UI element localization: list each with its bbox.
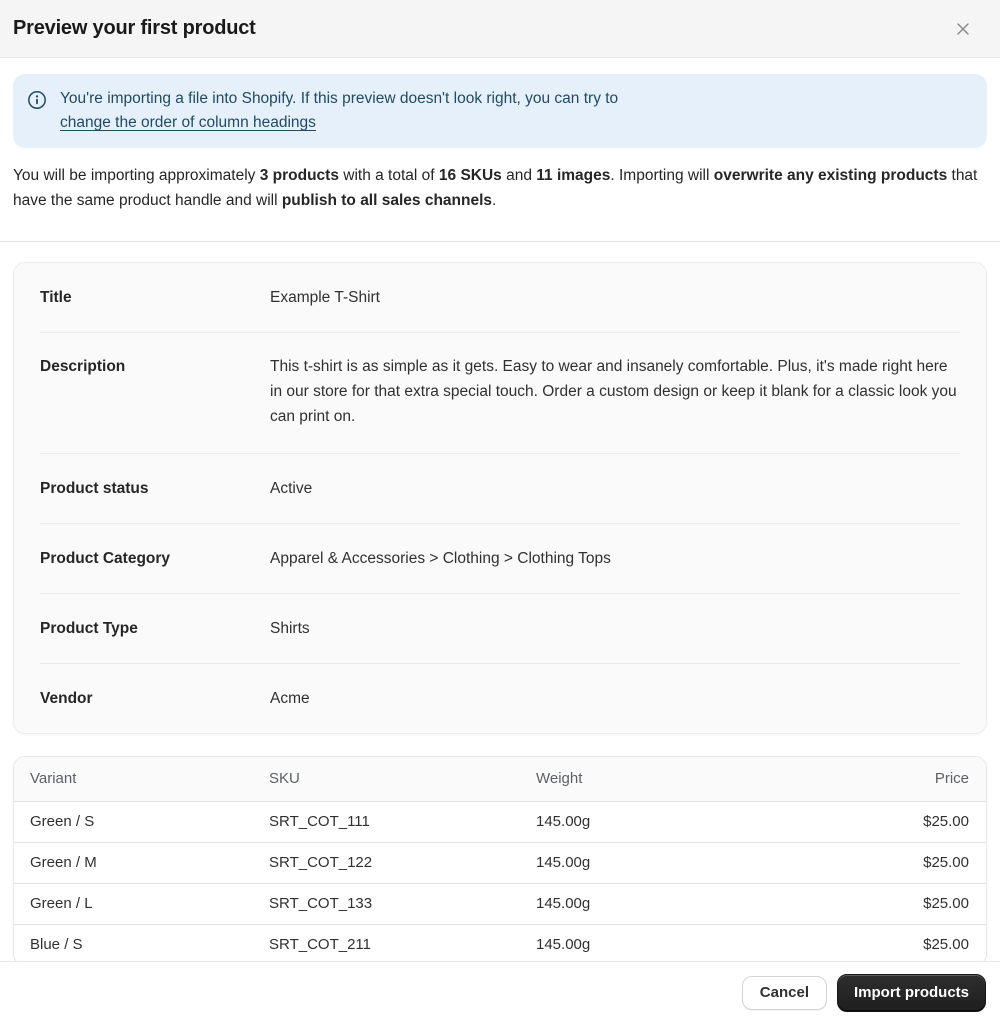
variant-cell: Blue / S xyxy=(14,925,269,966)
weight-cell: 145.00g xyxy=(536,843,826,884)
detail-row-product-status xyxy=(40,454,960,524)
detail-label: Product status xyxy=(40,480,149,497)
summary-segment: You will be importing approximately xyxy=(13,167,260,184)
sku-cell: SRT_COT_111 xyxy=(269,802,536,843)
detail-label: Vendor xyxy=(40,690,93,707)
summary-segment: and xyxy=(501,167,537,184)
price-cell: $25.00 xyxy=(826,884,986,925)
detail-value: Active xyxy=(270,480,313,497)
summary-sku-count: 16 SKUs xyxy=(438,167,502,184)
column-header-weight: Weight xyxy=(536,757,826,802)
price-cell: $25.00 xyxy=(826,802,986,843)
detail-label: Description xyxy=(40,358,126,375)
modal-header xyxy=(0,0,1000,58)
detail-value: Apparel & Accessories > Clothing > Clothing Tops xyxy=(270,550,611,567)
import-products-button[interactable]: Import products xyxy=(837,974,986,1012)
summary-overwrite-note: overwrite any existing products xyxy=(713,167,948,184)
weight-cell: 145.00g xyxy=(536,884,826,925)
weight-cell: 145.00g xyxy=(536,925,826,966)
sku-cell: SRT_COT_122 xyxy=(269,843,536,884)
table-row xyxy=(14,925,986,966)
price-cell: $25.00 xyxy=(826,843,986,884)
info-banner xyxy=(13,74,987,148)
detail-label: Product Category xyxy=(40,550,171,567)
detail-row-product-category xyxy=(40,524,960,594)
info-icon xyxy=(27,87,47,135)
detail-row-vendor xyxy=(40,664,960,733)
sku-cell: SRT_COT_211 xyxy=(269,925,536,966)
detail-row-description xyxy=(40,333,960,454)
modal-footer xyxy=(0,961,1000,1024)
summary-products-count: 3 products xyxy=(259,167,339,184)
variant-cell: Green / L xyxy=(14,884,269,925)
variant-cell: Green / M xyxy=(14,843,269,884)
detail-value: Acme xyxy=(270,690,310,707)
close-icon xyxy=(954,20,972,38)
weight-cell: 145.00g xyxy=(536,802,826,843)
product-details-card xyxy=(13,262,987,734)
summary-segment: that have the same product handle and will xyxy=(13,167,978,209)
detail-value: Shirts xyxy=(270,620,310,637)
banner-text: You're importing a file into Shopify. If this preview doesn't look right, you can try to xyxy=(60,90,619,107)
detail-row-title xyxy=(40,263,960,333)
cancel-button[interactable]: Cancel xyxy=(742,976,827,1010)
banner-text-block xyxy=(60,87,618,135)
column-header-variant: Variant xyxy=(14,757,269,802)
table-header-row xyxy=(14,757,986,802)
price-cell: $25.00 xyxy=(826,925,986,966)
variants-table xyxy=(14,757,986,965)
change-column-headings-link[interactable]: change the order of column headings xyxy=(60,114,316,131)
table-row xyxy=(14,843,986,884)
close-button[interactable] xyxy=(950,16,976,42)
column-header-price: Price xyxy=(826,757,986,802)
variant-cell: Green / S xyxy=(14,802,269,843)
sku-cell: SRT_COT_133 xyxy=(269,884,536,925)
summary-image-count: 11 images xyxy=(536,167,611,184)
summary-segment: . Importing will xyxy=(610,167,714,184)
variants-table-card xyxy=(13,756,987,966)
detail-value: This t-shirt is as simple as it gets. Easy to wear and insanely comfortable. Plus, it's made right here in our store for that extra special touch. Order a custom design or keep it blank for a classic look you can print on. xyxy=(270,358,957,425)
detail-label: Product Type xyxy=(40,620,138,637)
import-summary xyxy=(13,163,978,213)
table-row xyxy=(14,802,986,843)
table-row xyxy=(14,884,986,925)
section-divider xyxy=(0,241,1000,242)
summary-segment: with a total of xyxy=(338,167,439,184)
page-title: Preview your first product xyxy=(13,17,256,39)
detail-label: Title xyxy=(40,289,72,306)
detail-row-product-type xyxy=(40,594,960,664)
summary-publish-note: publish to all sales channels xyxy=(281,192,493,209)
summary-segment: . xyxy=(492,192,497,209)
column-header-sku: SKU xyxy=(269,757,536,802)
detail-value: Example T-Shirt xyxy=(270,289,380,306)
